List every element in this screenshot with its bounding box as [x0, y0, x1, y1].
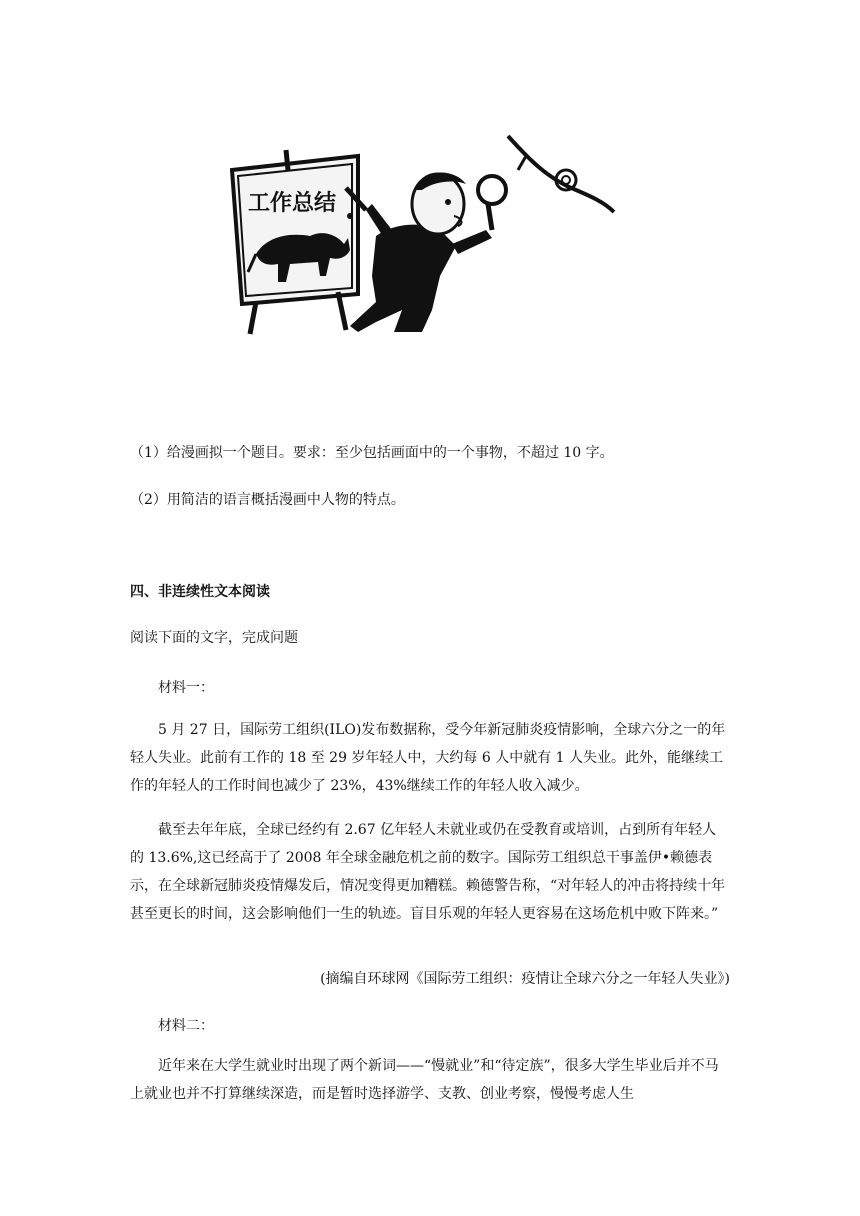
cartoon-illustration	[226, 126, 618, 338]
material-2-paragraph-1: 近年来在大学生就业时出现了两个新词——“慢就业”和“待定族”，很多大学生毕业后并不马上就业也并不打算继续深造，而是暂时选择游学、支教、创业考察，慢慢考虑人生	[130, 1058, 719, 1102]
material-1-paragraph-1: 5 月 27 日，国际劳工组织(ILO)发布数据称，受今年新冠肺炎疫情影响，全球六分之一的年轻人失业。此前有工作的 18 至 29 岁年轻人中，大约每 6 人中就有 1 人失业。此外，能继续工作的年轻人的工作时间也减少了 23%，43%继续工作的年轻人收入减少。	[130, 722, 726, 794]
question-1: （1）给漫画拟一个题目。要求：至少包括画面中的一个事物，不超过 10 字。	[130, 445, 614, 461]
material-1-source: (摘编自环球网《国际劳工组织：疫情让全球六分之一年轻人失业》)	[320, 971, 730, 987]
question-2: （2）用简洁的语言概括漫画中人物的特点。	[130, 492, 405, 508]
section-instruction: 阅读下面的文字，完成问题	[130, 630, 298, 646]
material-1-paragraph-2: 截至去年年底，全球已经约有 2.67 亿年轻人未就业或仍在受教育或培训，占到所有年轻人的 13.6%,这已经高于了 2008 年全球金融危机之前的数字。国际劳工组织总干事盖伊•赖德表示，在全球新冠肺炎疫情爆发后，情况变得更加糟糕。赖德警告称，“对年轻人的冲击将持续十年甚至更长的时间，这会影响他们一生的轨迹。盲目乐观的年轻人更容易在这场危机中败下阵来。”	[130, 822, 726, 922]
cartoon-sign-text: 工作总结	[248, 190, 337, 216]
section-title: 四、非连续性文本阅读	[130, 584, 270, 600]
material-1-label: 材料一：	[158, 680, 214, 696]
material-2-label: 材料二：	[158, 1018, 214, 1034]
